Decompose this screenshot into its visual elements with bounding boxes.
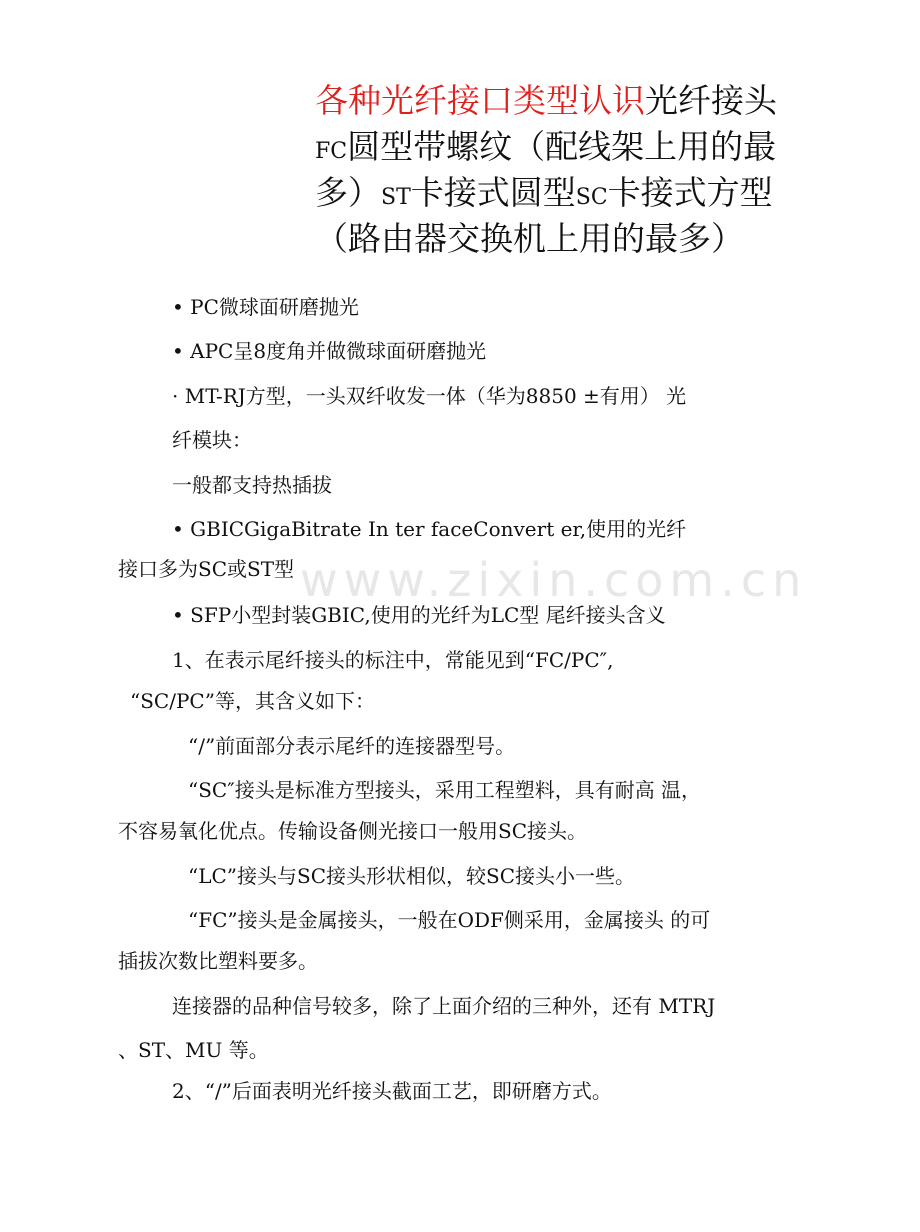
paragraph-line: 一般都支持热插拔 bbox=[172, 473, 332, 497]
title-line-3-c: 卡接式方型 bbox=[607, 173, 773, 212]
title-line-3 bbox=[315, 170, 815, 216]
title-fc-label: FC bbox=[315, 139, 348, 164]
title-line-2-rest: 圆型带螺纹（配线架上用的最 bbox=[347, 127, 777, 166]
paragraph-line: “LC”接头与SC接头形状相似，较SC接头小一些。 bbox=[188, 864, 636, 888]
title-line-3-a: 多） bbox=[315, 173, 381, 212]
document-title bbox=[315, 78, 815, 262]
paragraph-line: 接口多为SC或ST型 bbox=[118, 557, 295, 581]
bullet-sfp: • SFP小型封装GBIC,使用的光纤为LC型 尾纤接头含义 bbox=[172, 603, 666, 627]
paragraph-line: “FC”接头是金属接头，一般在ODF侧采用，金属接头 的可 bbox=[188, 908, 711, 932]
title-line-4-text: （路由器交换机上用的最多） bbox=[315, 219, 744, 258]
paragraph-line: “SC/PC”等，其含义如下： bbox=[130, 689, 375, 713]
bullet-apc: • APC呈8度角并做微球面研磨抛光 bbox=[172, 339, 487, 363]
paragraph-line: 2、“/”后面表明光纤接头截面工艺，即研磨方式。 bbox=[172, 1079, 612, 1103]
paragraph-line: 插拔次数比塑料要多。 bbox=[118, 949, 318, 973]
paragraph-line: 不容易氧化优点。传输设备侧光接口一般用SC接头。 bbox=[118, 819, 588, 843]
paragraph-line: “SC″接头是标准方型接头，采用工程塑料，具有耐高 温， bbox=[188, 778, 702, 802]
title-line-2 bbox=[315, 124, 815, 170]
title-sc-label: SC bbox=[575, 185, 608, 210]
paragraph-line: 、ST、MU 等。 bbox=[118, 1038, 269, 1062]
bullet-gbic: • GBICGigaBitrate In ter faceConvert er,使用的光纤 bbox=[172, 517, 687, 541]
watermark: www.zixin.com.cn bbox=[300, 553, 808, 607]
title-line-1 bbox=[315, 78, 815, 124]
paragraph-line: 纤模块： bbox=[172, 428, 252, 452]
title-line-4 bbox=[315, 216, 815, 262]
paragraph-line: “/”前面部分表示尾纤的连接器型号。 bbox=[188, 734, 516, 758]
paragraph-line: 连接器的品种信号较多，除了上面介绍的三种外，还有 MTRJ bbox=[172, 994, 716, 1018]
title-st-label: ST bbox=[381, 185, 411, 210]
title-line-1-rest: 光纤接头 bbox=[645, 81, 777, 120]
paragraph-line: 1、在表示尾纤接头的标注中，常能见到“FC/PC″, bbox=[172, 648, 614, 672]
title-line-3-b: 卡接式圆型 bbox=[410, 173, 576, 212]
bullet-mtrj: · MT-RJ方型，一头双纤收发一体（华为8850 ±有用） 光 bbox=[172, 384, 687, 408]
bullet-pc: • PC微球面研磨抛光 bbox=[172, 295, 359, 319]
title-red-text: 各种光纤接口类型认识 bbox=[315, 81, 645, 120]
